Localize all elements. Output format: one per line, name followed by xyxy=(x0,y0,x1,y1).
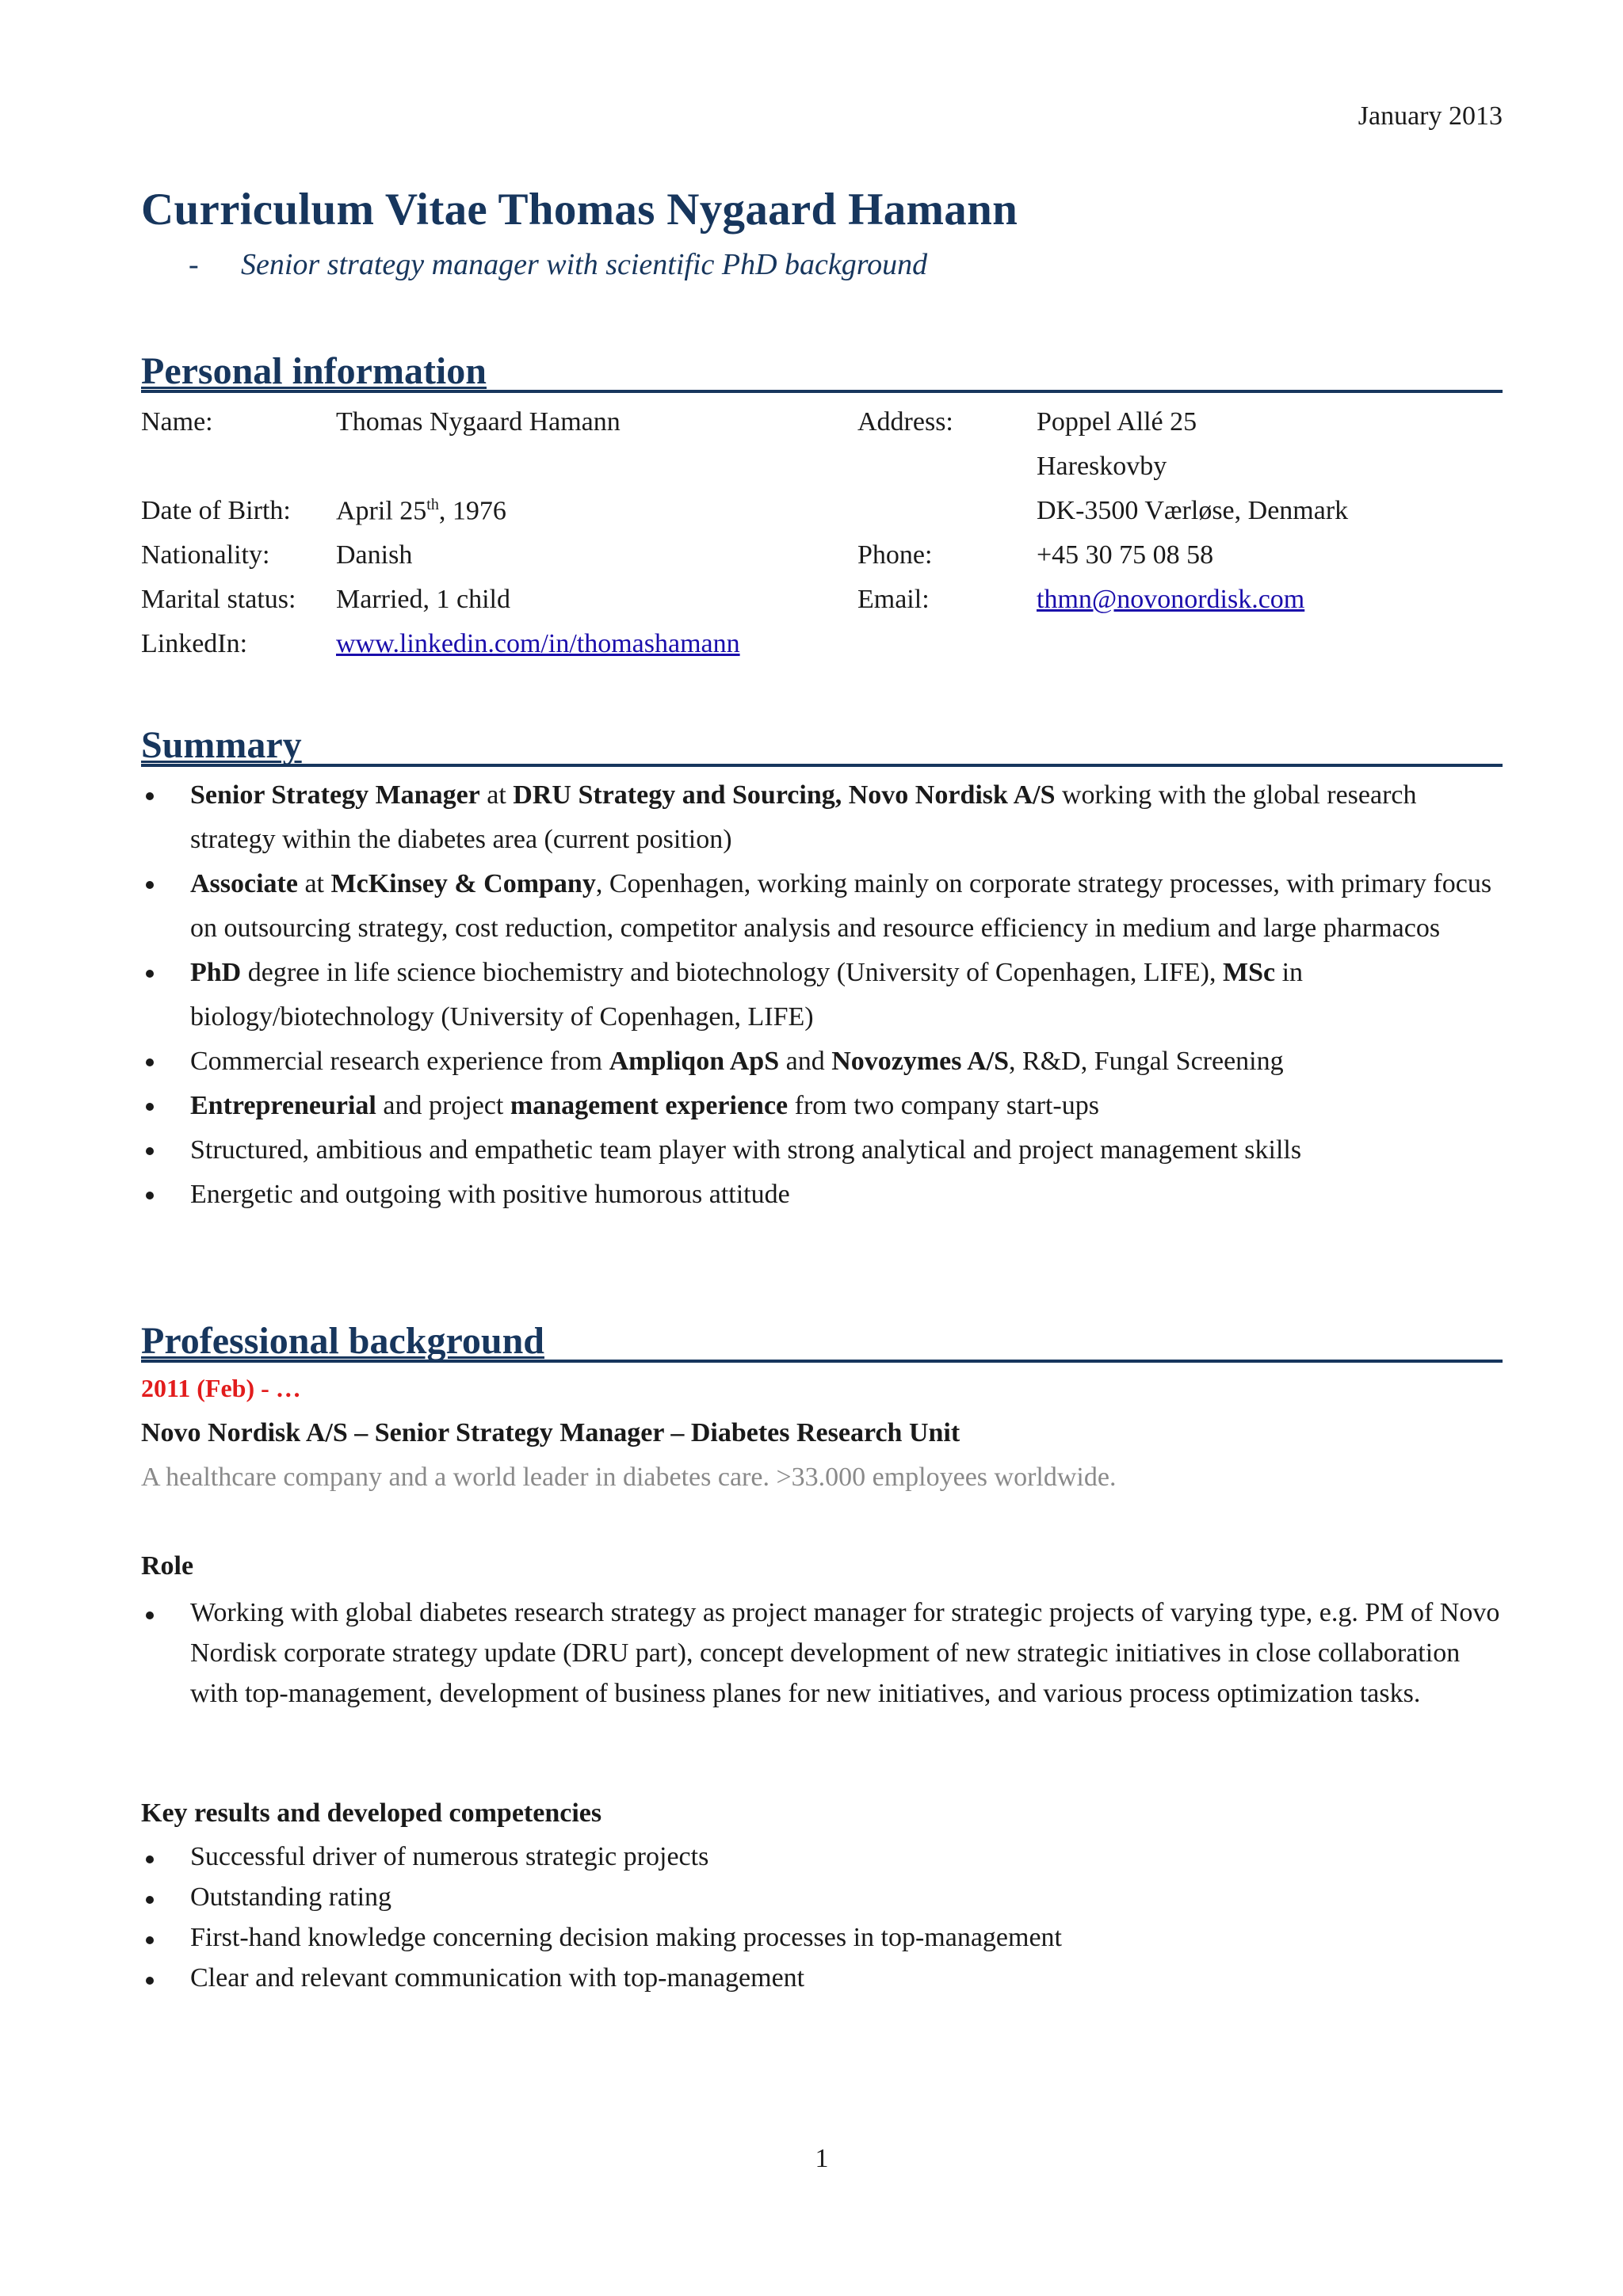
summary-item: Energetic and outgoing with positive humorous attitude xyxy=(141,1173,1503,1217)
role-heading: Role xyxy=(141,1551,194,1581)
address-line-2: Hareskovby xyxy=(1037,452,1167,481)
section-heading-professional xyxy=(141,1312,1503,1363)
page-title: Curriculum Vitae Thomas Nygaard Hamann xyxy=(141,185,1018,235)
results-item: Outstanding rating xyxy=(141,1877,1503,1917)
linkedin-link[interactable]: www.linkedin.com/in/thomashamann xyxy=(336,629,740,658)
dob-label: Date of Birth: xyxy=(141,496,291,525)
dob-value: April 25th, 1976 xyxy=(336,496,506,526)
email-label: Email: xyxy=(857,585,930,614)
linkedin-label: LinkedIn: xyxy=(141,629,248,658)
marital-value: Married, 1 child xyxy=(336,585,510,614)
summary-item: Entrepreneurial and project management experience from two company start-ups xyxy=(141,1084,1503,1128)
role-list xyxy=(141,1592,1503,1714)
results-item: Successful driver of numerous strategic projects xyxy=(141,1836,1503,1877)
results-item: First-hand knowledge concerning decision making processes in top-management xyxy=(141,1917,1503,1958)
section-heading-professional-label: Professional background xyxy=(141,1320,544,1362)
section-heading-personal xyxy=(141,342,1503,393)
subtitle-text: Senior strategy manager with scientific PhD background xyxy=(241,248,928,281)
results-heading: Key results and developed competencies xyxy=(141,1798,602,1828)
employer-title: Novo Nordisk A/S – Senior Strategy Manager – Diabetes Research Unit xyxy=(141,1418,960,1447)
summary-item: PhD degree in life science biochemistry and biotechnology (University of Copenhagen, LIFE), MSc in biology/biotechnology (University of Copenhagen, LIFE) xyxy=(141,951,1503,1039)
address-line-1: Poppel Allé 25 xyxy=(1037,407,1197,437)
address-label: Address: xyxy=(857,407,953,437)
section-heading-summary-label: Summary xyxy=(141,724,302,766)
employer-description: A healthcare company and a world leader in diabetes care. >33.000 employees worldwide. xyxy=(141,1463,1117,1492)
role-item: Working with global diabetes research strategy as project manager for strategic projects of varying type, e.g. PM of Novo Nordisk corporate strategy update (DRU part), concept development of new strategic initiatives in close collaboration with top-management, development of business planes for new initiatives, and various process optimization tasks. xyxy=(141,1592,1503,1714)
results-list xyxy=(141,1836,1503,1998)
summary-item: Associate at McKinsey & Company, Copenhagen, working mainly on corporate strategy processes, with primary focus on outsourcing strategy, cost reduction, competitor analysis and resource efficiency in medium and large pharmacos xyxy=(141,862,1503,951)
section-heading-summary xyxy=(141,716,1503,767)
section-heading-personal-label: Personal information xyxy=(141,350,487,392)
summary-item: Senior Strategy Manager at DRU Strategy and Sourcing, Novo Nordisk A/S working with the global research strategy within the diabetes area (current position) xyxy=(141,773,1503,862)
email-link[interactable]: thmn@novonordisk.com xyxy=(1037,585,1305,614)
name-value: Thomas Nygaard Hamann xyxy=(336,407,621,437)
page-number: 1 xyxy=(815,2144,829,2173)
name-label: Name: xyxy=(141,407,213,437)
subtitle-dash: - xyxy=(189,248,199,281)
summary-item: Structured, ambitious and empathetic team player with strong analytical and project management skills xyxy=(141,1128,1503,1173)
nationality-label: Nationality: xyxy=(141,540,270,570)
summary-item: Commercial research experience from Ampliqon ApS and Novozymes A/S, R&D, Fungal Screening xyxy=(141,1039,1503,1084)
marital-label: Marital status: xyxy=(141,585,296,614)
phone-value: +45 30 75 08 58 xyxy=(1037,540,1214,570)
results-item: Clear and relevant communication with top-management xyxy=(141,1958,1503,1998)
document-date: January 2013 xyxy=(1358,101,1503,131)
address-line-3: DK-3500 Værløse, Denmark xyxy=(1037,496,1349,525)
nationality-value: Danish xyxy=(336,540,413,570)
phone-label: Phone: xyxy=(857,540,933,570)
summary-list xyxy=(141,773,1503,1217)
cv-page xyxy=(141,0,1503,2296)
employment-period: 2011 (Feb) - … xyxy=(141,1374,301,1402)
